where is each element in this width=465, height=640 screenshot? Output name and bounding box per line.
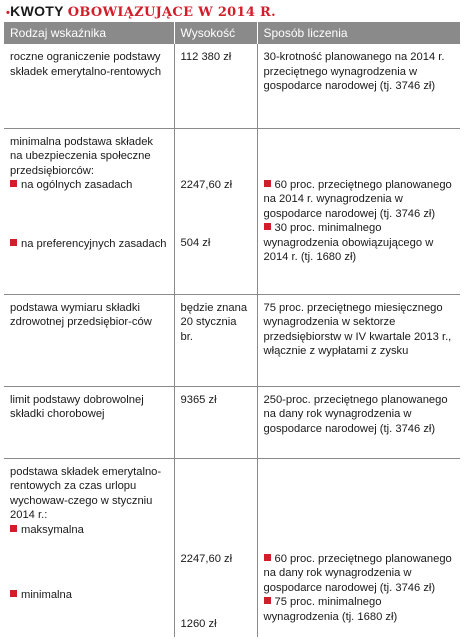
header-indicator: Rodzaj wskaźnika [4, 22, 174, 44]
header-amount: Wysokość [174, 22, 257, 44]
method-cell: 250-proc. przeciętnego planowanego na dany rok wynagrodzenia w gospodarce narodowej (tj. 3746 zł) [257, 386, 460, 458]
amount-cell [174, 458, 257, 637]
method-cell [257, 128, 460, 294]
indicator-text: podstawa składek emerytalno-rentowych za czas urlopu wychowaw-czego w styczniu 2014 r.: [10, 465, 162, 521]
title-word-1: KWOTY [10, 3, 64, 19]
table-row [4, 294, 460, 386]
indicator-cell [4, 128, 174, 294]
table-row [4, 458, 460, 637]
indicator-cell [4, 458, 174, 637]
sub-method-text: 75 proc. minimalnego wynagrodzenia (tj. 1680 zł) [263, 596, 398, 623]
amount-cell: będzie znana 20 stycznia br. [174, 294, 257, 386]
table-header-row [4, 22, 460, 44]
sub-method [264, 178, 455, 222]
red-square-icon [10, 180, 17, 187]
red-square-icon [264, 554, 271, 561]
indicator-cell: roczne ograniczenie podstawy składek emerytalno-rentowych [4, 44, 174, 128]
amount-cell: 112 380 zł [174, 44, 257, 128]
sub-item-label: minimalna [21, 589, 72, 601]
indicator-cell: limit podstawy dobrowolnej składki chorobowej [4, 386, 174, 458]
sub-item-label: maksymalna [21, 523, 84, 536]
sub-item [10, 523, 168, 538]
indicator-text: minimalna podstawa składek na ubezpieczenia społeczne przedsiębiorców: [10, 135, 154, 177]
amount-cell [174, 128, 257, 294]
sub-amount: 1260 zł [180, 618, 217, 630]
sub-amount: 2247,60 zł [180, 552, 233, 565]
page-title [6, 2, 276, 20]
title-bullet: • [6, 7, 11, 19]
sub-item-label: na ogólnych zasadach [21, 179, 133, 191]
sub-method [264, 595, 455, 624]
rates-table [4, 22, 460, 637]
sub-method-text: 60 proc. przeciętnego planowanego na dany rok wynagrodzenia w gospodarce narodowej (tj. 3746 zł) [263, 552, 452, 594]
red-square-icon [10, 239, 17, 246]
sub-amount: 504 zł [180, 237, 211, 249]
method-cell: 30-krotność planowanego na 2014 r. przeciętnego wynagrodzenia w gospodarce narodowej (tj. 3746 zł) [257, 44, 460, 128]
indicator-cell: podstawa wymiaru składki zdrowotnej przedsiębior-ców [4, 294, 174, 386]
red-square-icon [10, 525, 17, 532]
red-square-icon [10, 590, 17, 597]
amount-cell: 9365 zł [174, 386, 257, 458]
method-cell [257, 458, 460, 637]
red-square-icon [264, 180, 271, 187]
red-square-icon [264, 597, 271, 604]
method-cell: 75 proc. przeciętnego miesięcznego wynagrodzenia w sektorze przedsiębiorstw w IV kwartale 2013 r., włącznie z wypłatami z zysku [257, 294, 460, 386]
table-row [4, 386, 460, 458]
table-row [4, 44, 460, 128]
header-method: Sposób liczenia [257, 22, 460, 44]
sub-item [10, 178, 168, 193]
sub-method-text: 30 proc. minimalnego wynagrodzenia obowiązującego w 2014 r. (tj. 1680 zł) [263, 222, 434, 263]
red-square-icon [264, 223, 271, 230]
title-word-2: OBOWIĄZUJĄCE W 2014 R. [67, 5, 276, 20]
sub-method [264, 552, 455, 596]
sub-item [10, 588, 168, 603]
sub-method [264, 221, 455, 265]
sub-item-label: na preferencyjnych zasadach [21, 237, 167, 250]
table-row [4, 128, 460, 294]
sub-method-text: 60 proc. przeciętnego planowanego na 2014 r. wynagrodzenia w gospodarce narodowej (tj. 3746 zł) [263, 178, 452, 220]
sub-item [10, 237, 168, 252]
sub-amount: 2247,60 zł [180, 178, 233, 191]
